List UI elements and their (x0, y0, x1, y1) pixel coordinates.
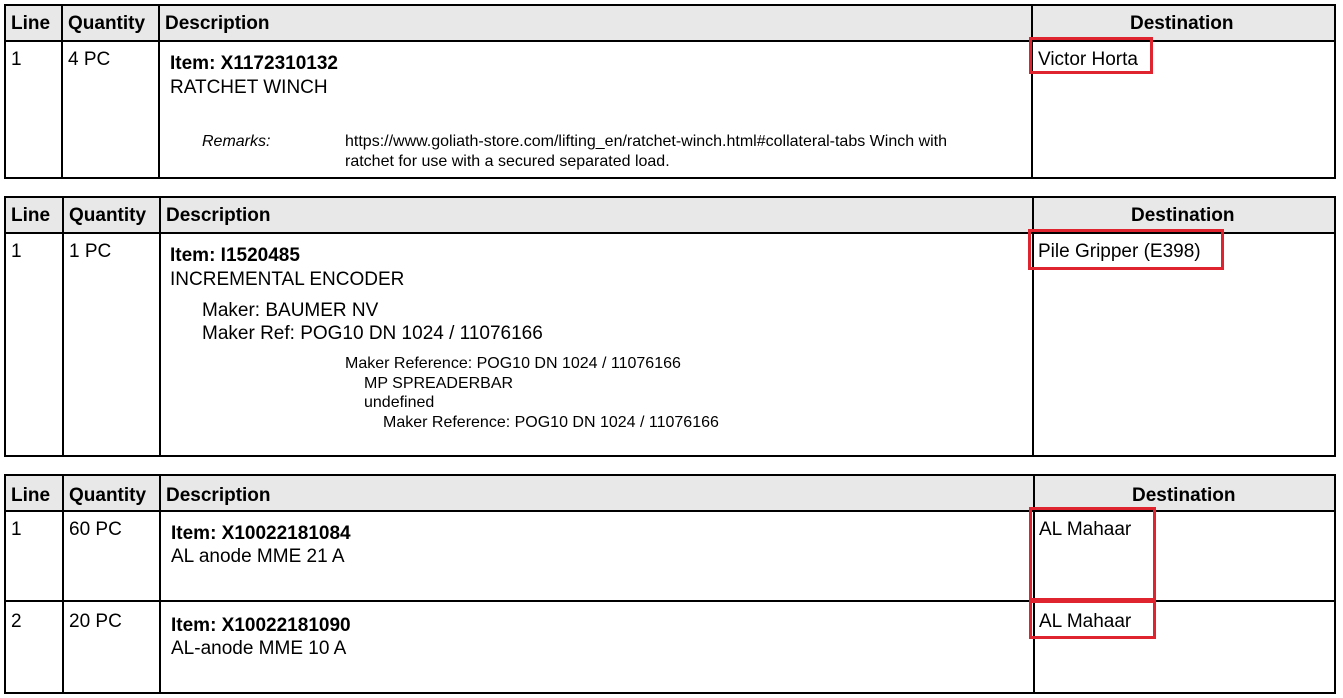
remarks-line-1: https://www.goliath-store.com/lifting_en/ratchet-winch.html#collateral-tabs Winch with (345, 133, 948, 150)
maker-ref: Maker Ref: POG10 DN 1024 / 11076166 (202, 323, 543, 344)
header-line: Line (11, 205, 51, 226)
item-name: INCREMENTAL ENCODER (170, 269, 405, 290)
destination: Pile Gripper (E398) (1038, 241, 1201, 262)
item-number: Item: X10022181084 (171, 523, 351, 544)
item-number: Item: X10022181090 (171, 615, 351, 636)
item-number: Item: X1172310132 (170, 53, 338, 74)
line-number: 1 (11, 49, 22, 70)
item-name: RATCHET WINCH (170, 77, 328, 98)
destination-highlight (1029, 507, 1156, 601)
quantity: 4 PC (68, 49, 111, 70)
header-description: Description (166, 205, 271, 226)
header-destination: Destination (1131, 205, 1235, 226)
header-line: Line (11, 485, 51, 506)
header-quantity: Quantity (68, 13, 146, 34)
item-name: AL anode MME 21 A (171, 546, 345, 567)
header-description: Description (166, 485, 271, 506)
item-number: Item: I1520485 (170, 245, 300, 266)
line-number: 2 (11, 611, 22, 632)
destination: AL Mahaar (1039, 611, 1132, 632)
line-number: 1 (11, 519, 22, 540)
remarks-label: Remarks: (202, 133, 271, 150)
destination: AL Mahaar (1039, 519, 1132, 540)
note-line-4: Maker Reference: POG10 DN 1024 / 11076166 (383, 414, 719, 431)
destination: Victor Horta (1038, 49, 1138, 70)
maker: Maker: BAUMER NV (202, 300, 379, 321)
item-name: AL-anode MME 10 A (171, 638, 347, 659)
order-table-1 (4, 4, 1336, 179)
note-line-1: Maker Reference: POG10 DN 1024 / 11076166 (345, 355, 681, 372)
remarks-line-2: ratchet for use with a secured separated load. (345, 153, 670, 170)
note-line-3: undefined (364, 394, 435, 411)
destination-highlight (1029, 600, 1156, 639)
note-line-2: MP SPREADERBAR (364, 375, 514, 392)
header-description: Description (165, 13, 270, 34)
header-quantity: Quantity (69, 485, 147, 506)
header-line: Line (11, 13, 51, 34)
destination-highlight (1029, 37, 1153, 74)
header-destination: Destination (1130, 13, 1234, 34)
quantity: 60 PC (69, 519, 122, 540)
header-quantity: Quantity (69, 205, 147, 226)
destination-highlight (1028, 229, 1224, 270)
quantity: 1 PC (69, 241, 112, 262)
quantity: 20 PC (69, 611, 122, 632)
line-number: 1 (11, 241, 22, 262)
header-destination: Destination (1132, 485, 1236, 506)
